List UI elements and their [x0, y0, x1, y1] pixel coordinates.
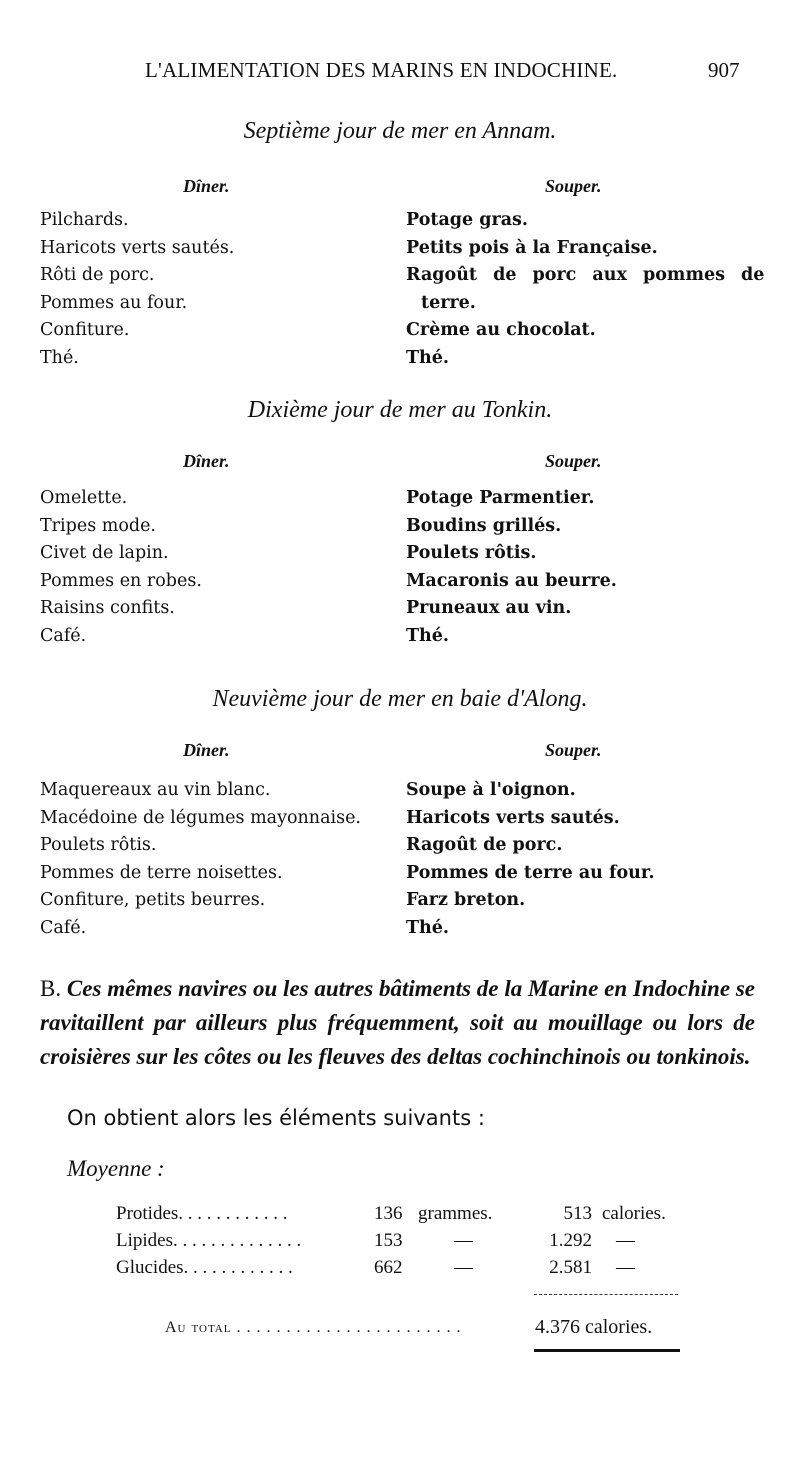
total-row	[165, 1316, 685, 1344]
souper-heading: Souper.	[545, 176, 602, 196]
leader-dots: . . . . . . . . . . . .	[178, 1203, 288, 1224]
menu-item: Café.	[40, 625, 87, 646]
menu-item: Pommes de terre au four.	[406, 862, 655, 883]
diner-heading: Dîner.	[183, 451, 230, 471]
running-title: L'ALIMENTATION DES MARINS EN INDOCHINE.	[145, 58, 618, 82]
menu-item: Pommes au four.	[40, 292, 188, 313]
menu-item: Maquereaux au vin blanc.	[40, 780, 271, 800]
nutrient-calories: 2.581	[549, 1257, 592, 1278]
menu-item: Boudins grillés.	[406, 515, 562, 536]
nutrient-calories: 1.292	[549, 1230, 592, 1251]
section-title-annam: Septième jour de mer en Annam.	[243, 118, 557, 144]
nutrient-grams: 153	[374, 1230, 403, 1251]
menu-item: Omelette.	[40, 488, 128, 508]
menu-item: Ragoût de porc.	[406, 835, 563, 855]
total-label-text: Au total	[165, 1319, 232, 1336]
sum-divider	[534, 1294, 678, 1295]
menu-item: Pommes de terre noisettes.	[40, 862, 283, 883]
nutrient-cal-unit: calories.	[602, 1203, 666, 1224]
menu-item: Raisins confits.	[40, 598, 175, 618]
menu-item: Thé.	[406, 347, 449, 368]
menu-item: Café.	[40, 917, 87, 938]
souper-menu-tonkin	[406, 485, 756, 650]
nutrient-calories: 513	[563, 1203, 592, 1224]
menu-item: Potage gras.	[406, 210, 528, 230]
nutrient-label	[116, 1203, 288, 1225]
nutrient-unit: —	[454, 1230, 473, 1251]
menu-item: Thé.	[406, 917, 449, 938]
menu-item: Pommes en robes.	[40, 570, 202, 591]
menu-item: Poulets rôtis.	[406, 543, 537, 563]
nutrient-cal-unit: —	[616, 1257, 635, 1278]
menu-item: Confiture.	[40, 320, 130, 340]
leader-dots: . . . . . . . . . . . . . .	[173, 1230, 302, 1251]
menu-item: Civet de lapin.	[40, 543, 169, 563]
menu-item: Macaronis au beurre.	[406, 570, 617, 591]
nutrient-grams: 662	[374, 1257, 403, 1278]
nutrient-cal-unit: —	[616, 1230, 635, 1251]
paragraph-letter: B.	[40, 976, 62, 1001]
diner-menu-annam	[40, 207, 390, 372]
menu-item: Haricots verts sautés.	[406, 807, 620, 828]
menu-item: Crème au chocolat.	[406, 320, 596, 340]
diner-heading: Dîner.	[183, 176, 230, 196]
leader-dots: . . . . . . . . . . . .	[183, 1257, 293, 1278]
diner-menu-along	[40, 777, 390, 942]
nutrient-label	[116, 1230, 301, 1252]
menu-item: Macédoine de légumes mayonnaise.	[40, 807, 361, 828]
menu-item: terre.	[421, 292, 476, 313]
menu-item: Thé.	[406, 625, 449, 646]
diner-menu-tonkin	[40, 485, 390, 650]
souper-heading: Souper.	[545, 740, 602, 760]
souper-heading: Souper.	[545, 451, 602, 471]
nutrient-name: Glucides	[116, 1257, 184, 1278]
menu-item: Rôti de porc.	[40, 265, 155, 285]
nutrient-label	[116, 1257, 293, 1279]
page-number: 907	[708, 58, 740, 82]
menu-item: Farz breton.	[406, 890, 526, 910]
paragraph-text: Ces mêmes navires ou les autres bâtiments de la Marine en Indochine se ravitaillent par ailleurs plus fréquemment, soit au mouillage ou lors de croisières sur les côtes ou les fleuves des deltas cochinchinois ou tonkinois.	[40, 976, 755, 1069]
section-title-along: Neuvième jour de mer en baie d'Along.	[212, 686, 588, 712]
leader-dots: . . . . . . . . . . . . . . . . . . . . . . .	[236, 1319, 462, 1336]
menu-item: Potage Parmentier.	[406, 488, 595, 508]
diner-heading: Dîner.	[183, 740, 230, 760]
nutrient-unit: —	[454, 1257, 473, 1278]
menu-item: Pilchards.	[40, 210, 129, 230]
menu-item: Poulets rôtis.	[40, 835, 157, 855]
menu-item: Petits pois à la Française.	[406, 237, 658, 258]
nutrient-name: Protides	[116, 1203, 179, 1224]
menu-item: Haricots verts sautés.	[40, 237, 235, 258]
menu-item: Thé.	[40, 347, 79, 368]
menu-item: Soupe à l'oignon.	[406, 780, 576, 800]
total-value: 4.376 calories.	[535, 1316, 653, 1338]
total-label	[165, 1319, 461, 1337]
menu-item: Ragoût de porc aux pommes de	[406, 265, 765, 285]
menu-item: Confiture, petits beurres.	[40, 890, 266, 910]
menu-item: Tripes mode.	[40, 515, 156, 536]
running-head	[0, 58, 800, 88]
section-title-tonkin: Dixième jour de mer au Tonkin.	[247, 397, 553, 423]
souper-menu-along	[406, 777, 756, 942]
nutrient-grams: 136	[374, 1203, 403, 1224]
paragraph-b	[40, 972, 755, 1074]
souper-menu-annam	[406, 207, 765, 372]
intro-line: On obtient alors les éléments suivants :	[67, 1106, 485, 1130]
menu-item: Pruneaux au vin.	[406, 598, 572, 618]
nutrient-unit: grammes.	[418, 1203, 493, 1224]
nutrient-name: Lipides	[116, 1230, 173, 1251]
moyenne-heading: Moyenne :	[67, 1156, 165, 1181]
total-underline	[534, 1349, 680, 1352]
